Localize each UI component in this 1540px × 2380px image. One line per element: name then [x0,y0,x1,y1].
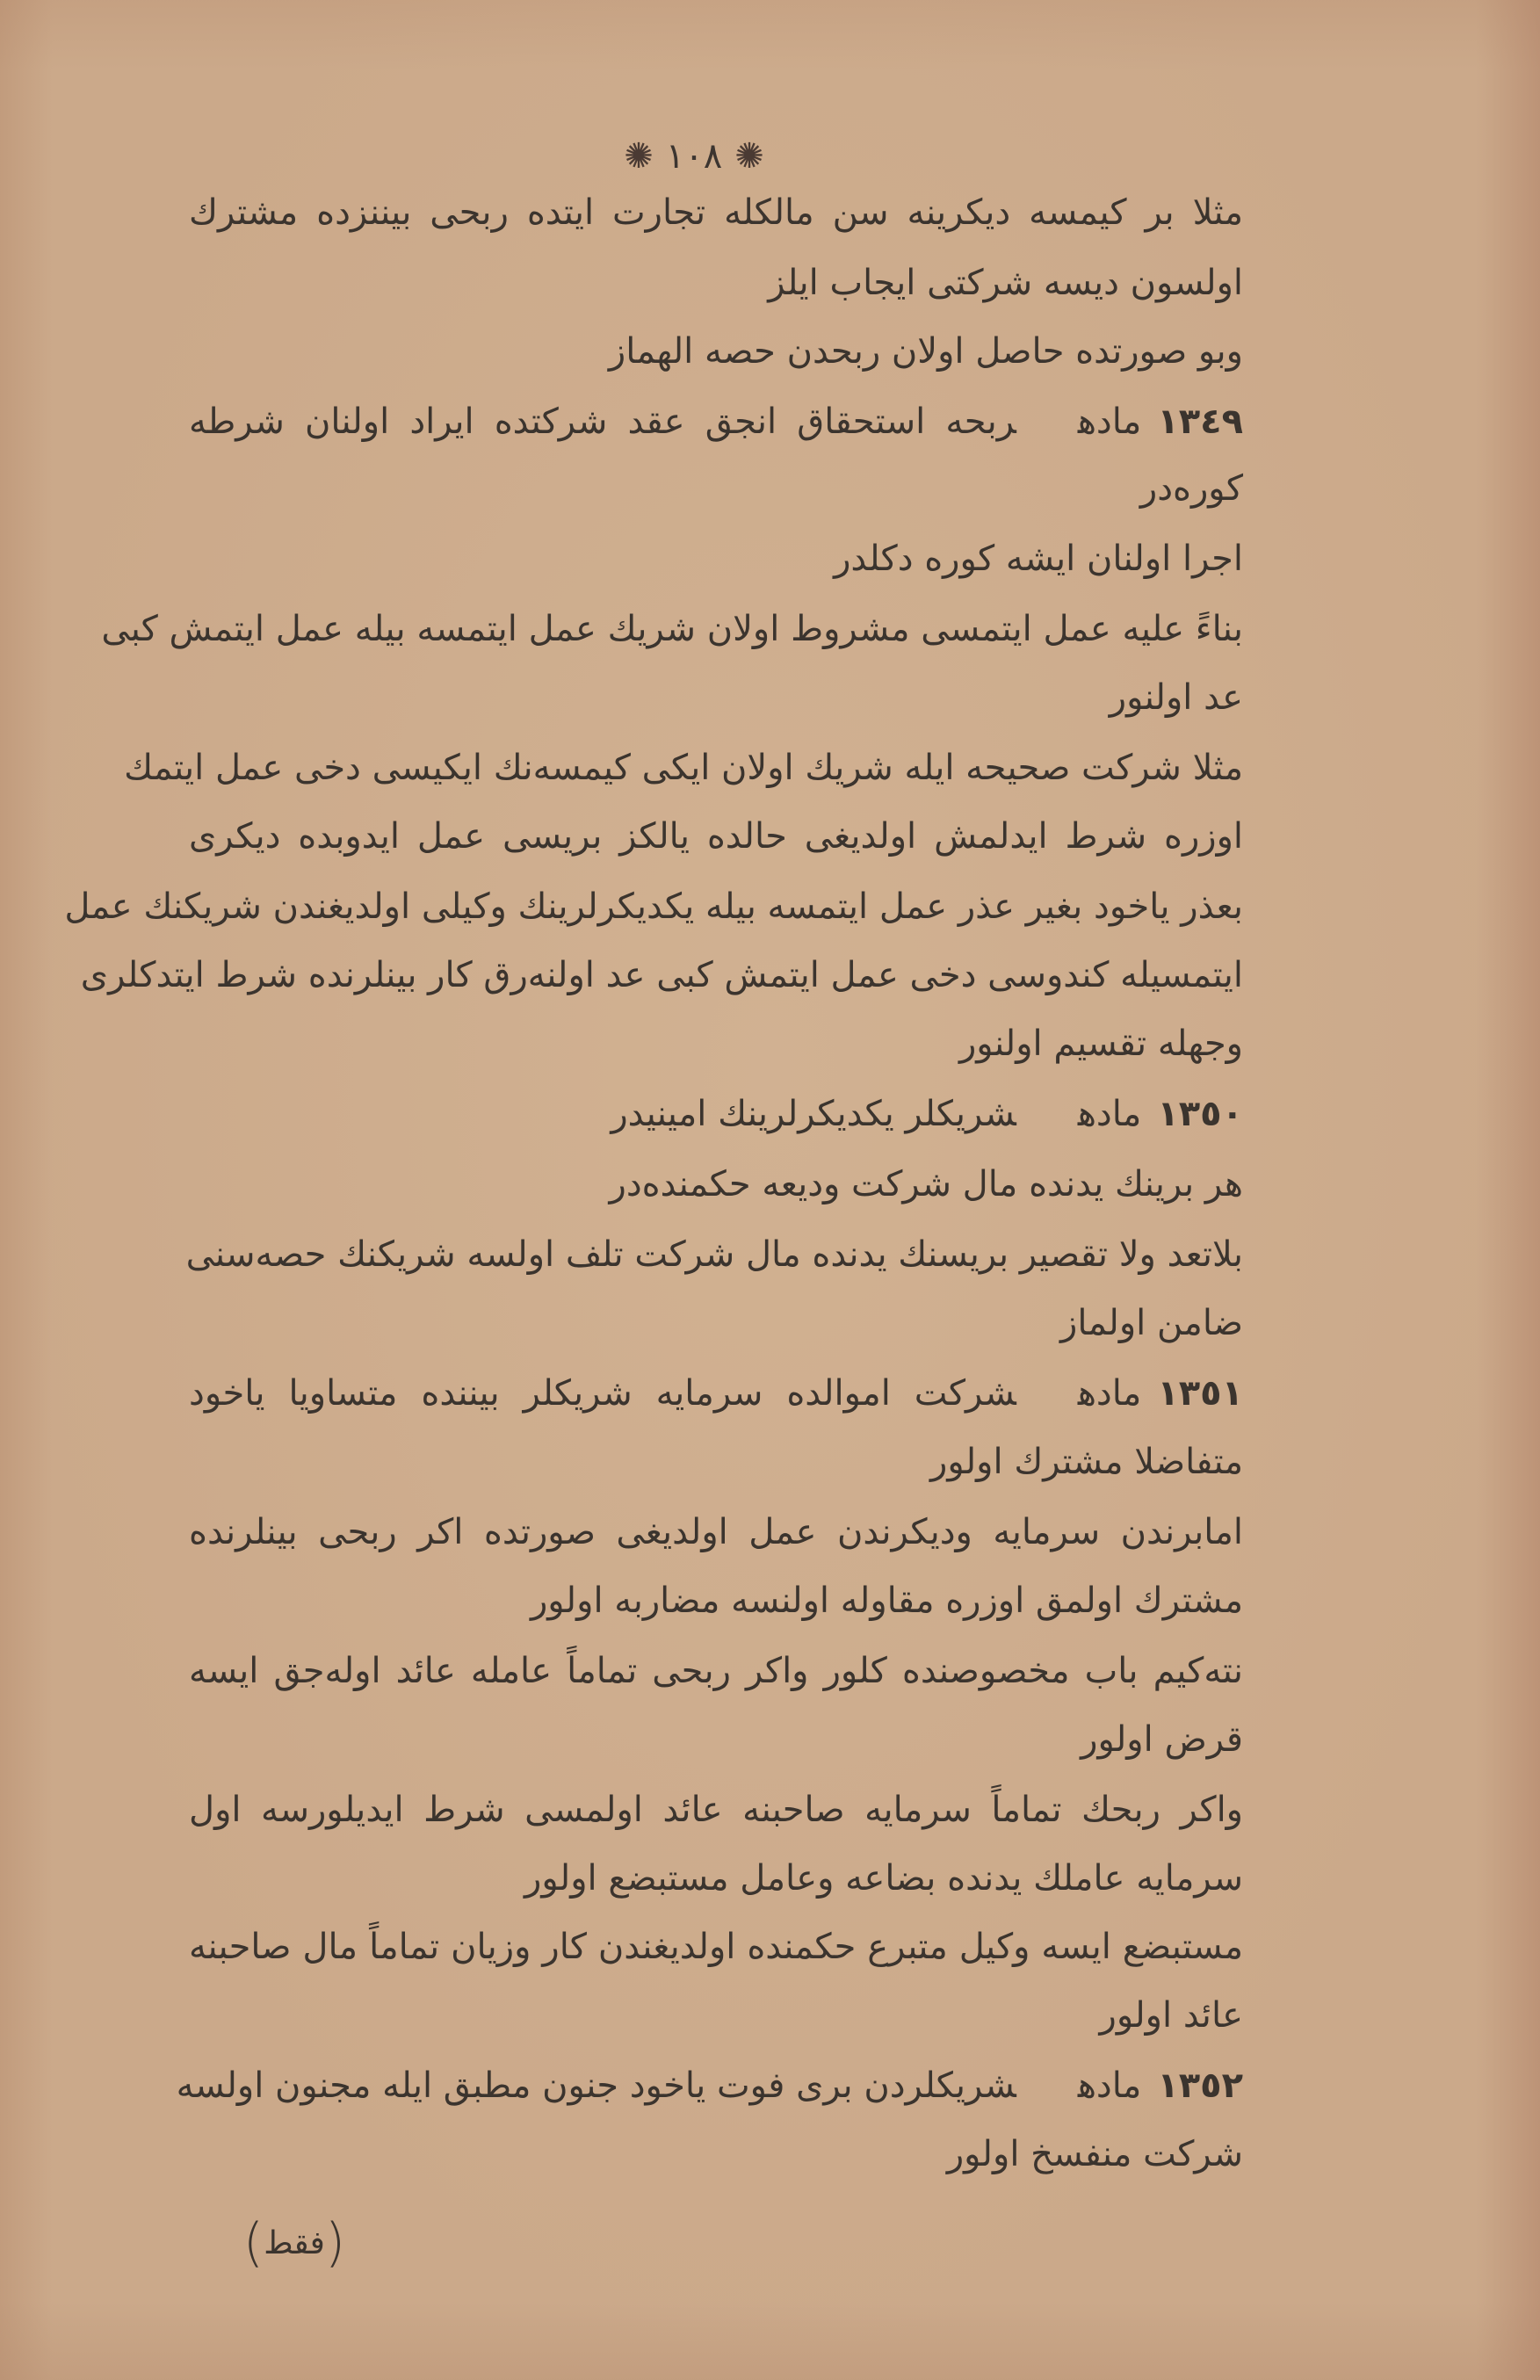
text-line: مثلا بر كيمسه ديكرينه سن مالكله تجارت ايتده ربحى بيننزده مشترك [189,192,1243,233]
ornament-star-icon: ✺ [624,136,654,177]
article-heading-line [176,2058,1243,2114]
text-line: بلاتعد ولا تقصير بريسنك يدنده مال شركت تلف اولسه شريكنك حصه‌سنى [185,1234,1243,1275]
text-line: متفاضلا مشترك اولور [930,1442,1243,1482]
article-heading-line [611,1086,1243,1142]
text-line: بعذر ياخود بغير عذر عمل ايتمسه بيله يكديكرلرينك وكيلى اولديغندن شريكنك عمل [64,886,1243,927]
text-line: وبو صورتده حاصل اولان ربحدن حصه الهماز [608,331,1243,372]
paren-close: ) [242,2212,264,2274]
closing-mark [237,2212,351,2274]
article-label: ماده [1077,1094,1142,1134]
article-text: شريكلر يكديكرلرينك امينيدر [611,1094,1016,1134]
text-line: اوزره شرط ايدلمش اولديغى حالده يالكز بريسى عمل ايدوبده ديكرى [189,816,1243,857]
article-text: شريكلردن برى فوت ياخود جنون مطبق ايله مجنون اولسه [176,2065,1016,2106]
text-line: امابرندن سرمايه وديكرندن عمل اولديغى صورتده اكر ربحى بينلرنده [189,1512,1243,1552]
article-text: ربحه استحقاق انجق عقد شركتده ايراد اولنان شرطه [189,401,1016,442]
text-line: واكر ربحك تماماً سرمايه صاحبنه عائد اولمسى شرط ايديلورسه اول [189,1790,1243,1830]
paren-open: ( [324,2212,346,2274]
article-number: ١٣٥١ [1157,1373,1243,1414]
text-line: بناءً عليه عمل ايتمسى مشروط اولان شريك عمل ايتمسه بيله عمل ايتمش كبى [101,609,1243,649]
page-number: ١٠٨ [665,136,723,177]
text-line: شركت منفسخ اولور [946,2134,1243,2174]
article-number: ١٣٥٠ [1157,1094,1243,1134]
text-line: ضامن اولماز [1060,1303,1243,1343]
article-text: شركت اموالده سرمايه شريكلر بيننده متساويا ياخود [189,1373,1016,1414]
text-line: مثلا شركت صحيحه ايله شريك اولان ايكى كيمسه‌نك ايكيسى دخى عمل ايتمك [124,748,1243,788]
text-line: نته‌كيم باب مخصوصنده كلور واكر ربحى تماماً عامله عائد اوله‌جق ايسه [189,1651,1243,1691]
text-line: مستبضع ايسه وكيل متبرع حكمنده اولديغندن كار وزيان تماماً مال صاحبنه [189,1927,1243,1967]
text-line: وجهله تقسيم اولنور [958,1024,1243,1064]
closing-word: فقط [264,2224,325,2261]
text-line: اجرا اولنان ايشه كوره دكلدر [834,539,1243,579]
text-line: هر برينك يدنده مال شركت وديعه حكمنده‌در [609,1164,1243,1204]
ornament-star-icon: ✺ [734,136,764,177]
article-number: ١٣٥٢ [1157,2065,1243,2106]
article-label: ماده [1077,1373,1142,1414]
text-line: عائد اولور [1099,1995,1243,2036]
text-line: اولسون ديسه شركتى ايجاب ايلز [768,263,1243,303]
article-heading-line [189,1365,1243,1421]
article-label: ماده [1077,401,1142,442]
article-label: ماده [1077,2065,1142,2106]
page-number-header [606,130,782,183]
text-line: عد اولنور [1109,677,1243,718]
article-heading-line [189,394,1243,450]
text-line: ايتمسيله كندوسى دخى عمل ايتمش كبى عد اولنه‌رق كار بينلرنده شرط ايتدكلرى [80,955,1243,995]
text-line: قرض اولور [1081,1719,1243,1760]
article-number: ١٣٤٩ [1157,401,1243,442]
text-line: مشترك اولمق اوزره مقاوله اولنسه مضاربه اولور [530,1581,1243,1621]
text-line: كوره‌در [1139,468,1243,509]
text-line: سرمايه عاملك يدنده بضاعه وعامل مستبضع اولور [524,1858,1243,1899]
